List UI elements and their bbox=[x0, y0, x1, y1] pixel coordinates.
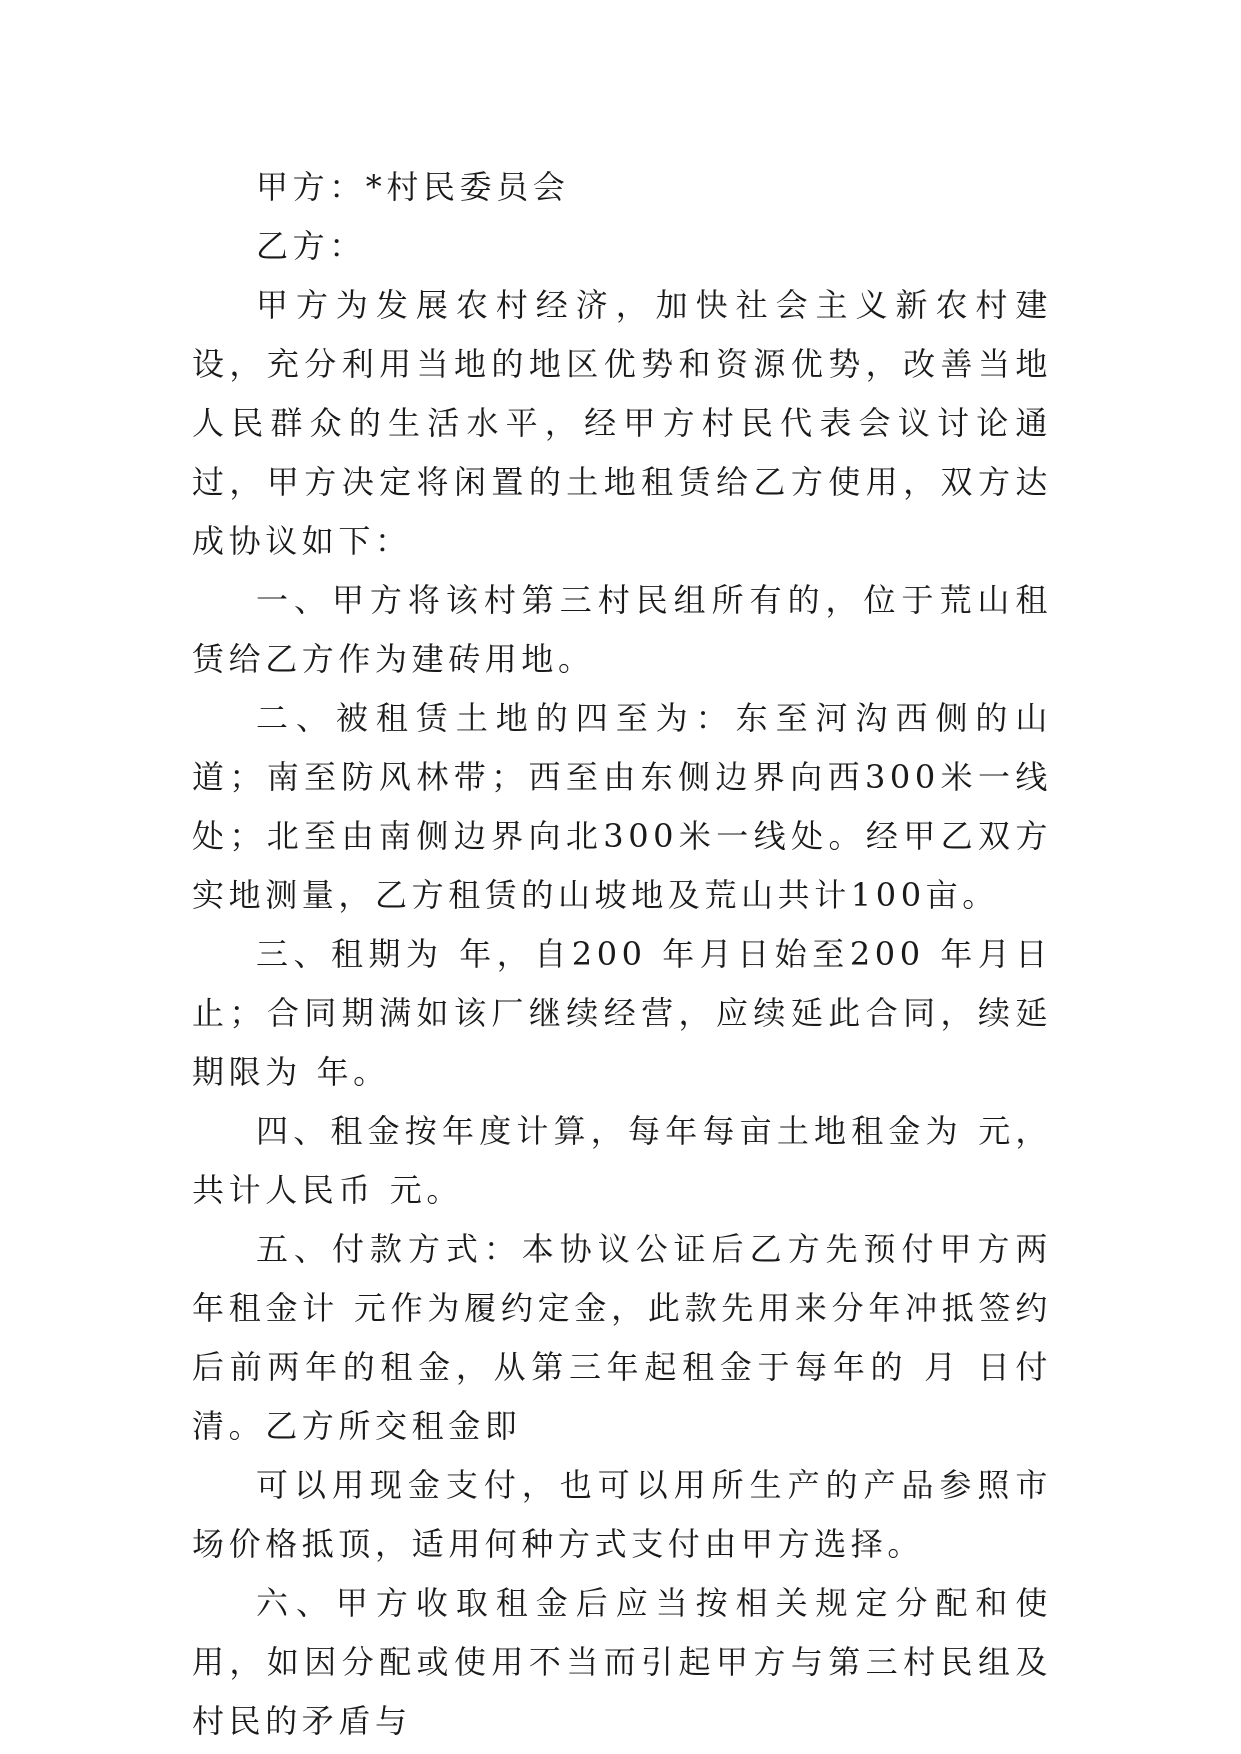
clause-2-paragraph: 二、被租赁土地的四至为：东至河沟西侧的山道；南至防风林带；西至由东侧边界向西300米一线处；北至由南侧边界向北300米一线处。经甲乙双方实地测量，乙方租赁的山坡地及荒山共计100亩。 bbox=[192, 699, 1052, 914]
contract-body bbox=[192, 158, 1052, 1751]
clause-4-paragraph: 四、租金按年度计算，每年每亩土地租金为 元，共计人民币 元。 bbox=[192, 1112, 1052, 1209]
clause-6-paragraph: 六、甲方收取租金后应当按相关规定分配和使用，如因分配或使用不当而引起甲方与第三村民组及村民的矛盾与 bbox=[192, 1584, 1052, 1740]
clause-5-continuation-paragraph: 可以用现金支付，也可以用所生产的产品参照市场价格抵顶，适用何种方式支付由甲方选择。 bbox=[192, 1466, 1052, 1563]
clause-3-paragraph: 三、租期为 年，自200 年月日始至200 年月日止；合同期满如该厂继续经营，应续延此合同，续延期限为 年。 bbox=[192, 935, 1052, 1091]
clause-1-paragraph: 一、甲方将该村第三村民组所有的，位于荒山租赁给乙方作为建砖用地。 bbox=[192, 581, 1052, 678]
preamble-paragraph: 甲方为发展农村经济，加快社会主义新农村建设，充分利用当地的地区优势和资源优势，改善当地人民群众的生活水平，经甲方村民代表会议讨论通过，甲方决定将闲置的土地租赁给乙方使用，双方达成协议如下： bbox=[192, 286, 1052, 560]
party-b-line: 乙方： bbox=[256, 227, 366, 265]
party-a-line: 甲方：*村民委员会 bbox=[256, 168, 570, 206]
clause-5-paragraph: 五、付款方式：本协议公证后乙方先预付甲方两年租金计 元作为履约定金，此款先用来分年冲抵签约后前两年的租金，从第三年起租金于每年的 月 日付清。乙方所交租金即 bbox=[192, 1230, 1052, 1445]
